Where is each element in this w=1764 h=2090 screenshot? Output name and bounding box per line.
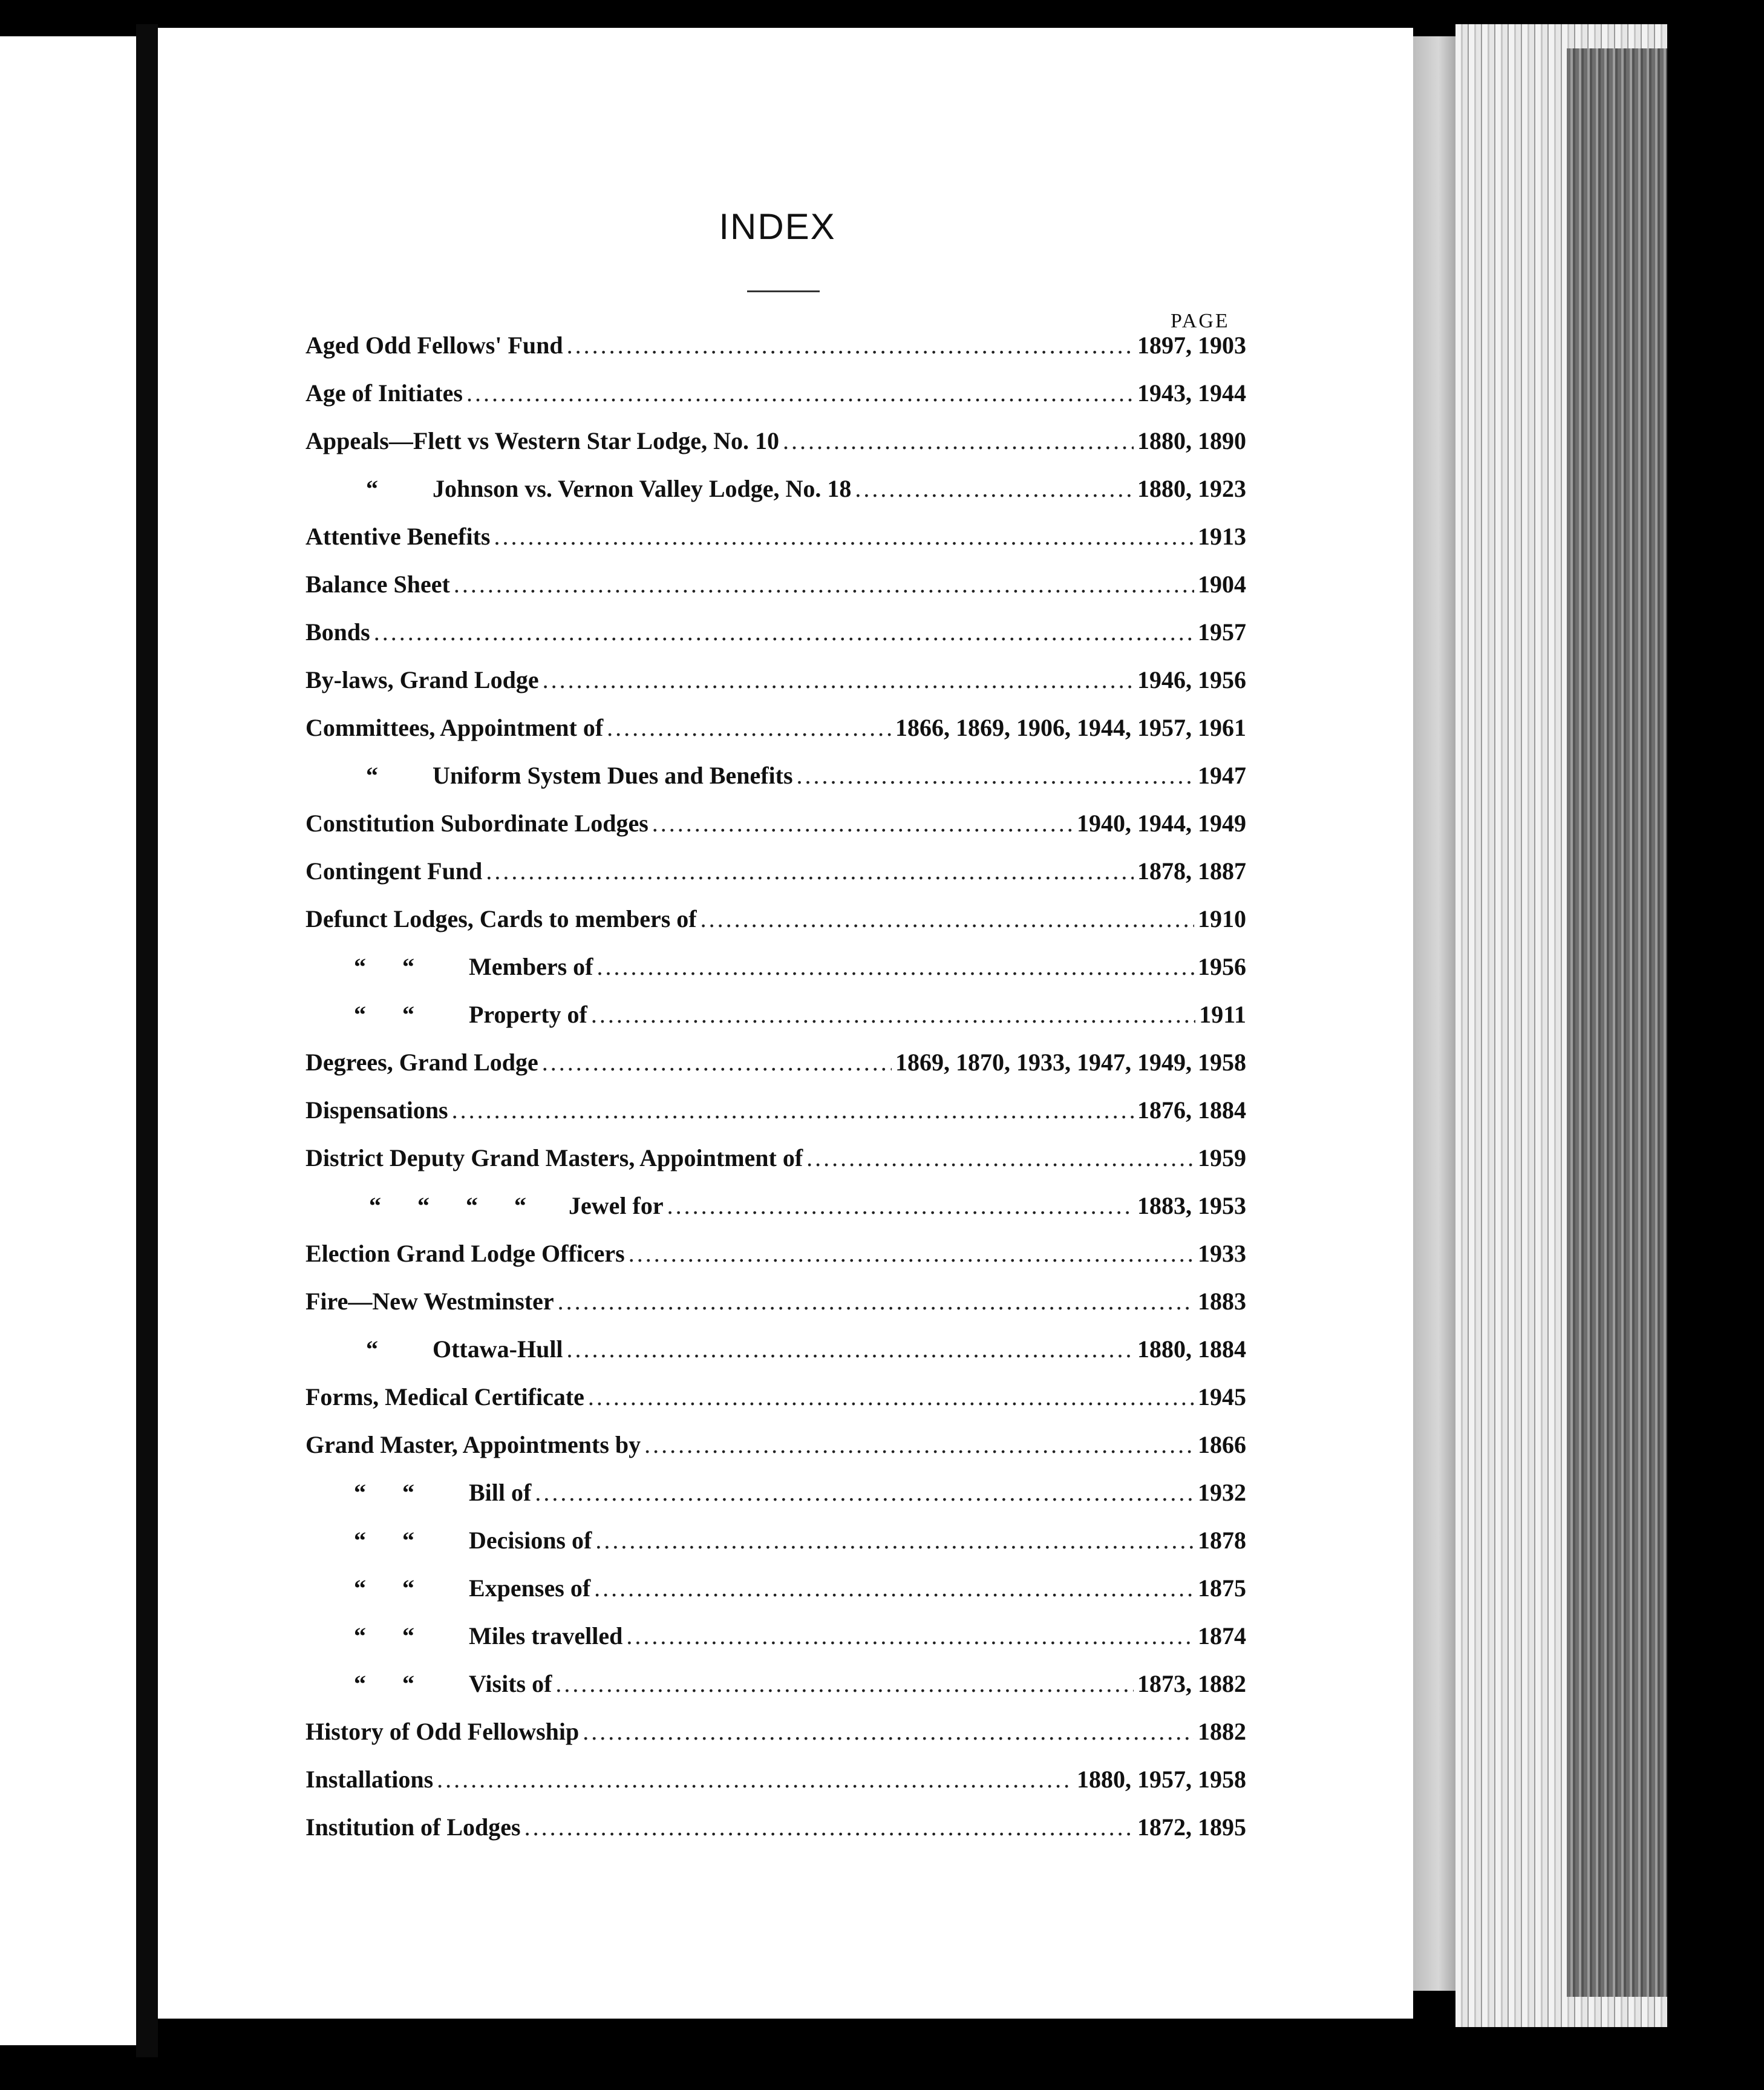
index-entry [305,1765,1246,1813]
ditto-marks: “ “ [354,1527,414,1554]
entry-label: Aged Odd Fellows' Fund [305,332,563,359]
ditto-marks: “ [366,762,378,789]
entry-pages: 1880, 1957, 1958 [1077,1766,1246,1793]
ditto-marks: “ “ [354,1622,414,1649]
ditto-marks: “ “ [354,953,414,980]
index-entry [305,379,1246,427]
entry-pages: 1878, 1887 [1137,857,1246,885]
dot-leader [588,1383,1194,1411]
entry-label: History of Odd Fellowship [305,1718,580,1745]
entry-label: Defunct Lodges, Cards to members of [305,905,697,932]
index-entry [305,1287,1246,1335]
dot-leader [626,1622,1194,1650]
index-entry [305,1335,1246,1383]
index-entry [305,1096,1246,1144]
index-entry [305,1574,1246,1622]
entry-pages: 1959 [1198,1144,1246,1171]
entry-label: Forms, Medical Certificate [305,1383,584,1410]
entry-label: Age of Initiates [305,379,463,407]
entry-pages: 1897, 1903 [1137,332,1246,359]
index-entry [305,1622,1246,1669]
entry-label: Constitution Subordinate Lodges [305,810,648,837]
index-entry [305,905,1246,952]
entry-pages: 1945 [1198,1383,1246,1410]
entry-label: Appeals—Flett vs Western Star Lodge, No. 10 [305,427,779,454]
page-column-header: PAGE [1171,310,1230,332]
index-entry [305,1430,1246,1478]
dot-leader [629,1239,1194,1268]
entry-label: Committees, Appointment of [305,714,604,741]
entry-pages: 1946, 1956 [1137,666,1246,693]
index-entry [305,1000,1246,1048]
entry-pages: 1874 [1198,1622,1246,1649]
dot-leader [797,761,1194,790]
dot-leader [855,474,1134,503]
entry-pages: 1880, 1923 [1137,475,1246,502]
entry-pages: 1947 [1198,762,1246,789]
book-gutter [136,24,158,2057]
dot-leader [652,809,1073,837]
entry-pages: 1869, 1870, 1933, 1947, 1949, 1958 [895,1049,1246,1076]
dot-leader [667,1191,1134,1220]
entry-label: Expenses of [469,1574,591,1602]
dot-leader [543,666,1134,694]
index-entry [305,618,1246,666]
entry-pages: 1933 [1198,1240,1246,1267]
entry-pages: 1943, 1944 [1137,379,1246,407]
index-entry [305,1383,1246,1430]
dot-leader [524,1813,1134,1841]
entry-label: Johnson vs. Vernon Valley Lodge, No. 18 [433,475,852,502]
entry-pages: 1866 [1198,1431,1246,1458]
index-entry [305,570,1246,618]
index-entry [305,474,1246,522]
entry-pages: 1913 [1198,523,1246,550]
entry-pages: 1873, 1882 [1137,1670,1246,1697]
ditto-marks: “ “ “ “ [369,1192,526,1219]
ditto-marks: “ “ [354,1670,414,1697]
dot-leader [374,618,1194,646]
entry-pages: 1932 [1198,1479,1246,1506]
title-rule [747,290,820,292]
entry-label: Bill of [469,1479,532,1506]
entry-pages: 1957 [1198,618,1246,646]
entry-pages: 1883, 1953 [1137,1192,1246,1219]
entry-label: Uniform System Dues and Benefits [433,762,793,789]
entry-label: Fire—New Westminster [305,1288,554,1315]
index-entry [305,761,1246,809]
entry-pages: 1911 [1199,1001,1246,1028]
ditto-marks: “ [366,475,378,502]
dot-leader [466,379,1134,407]
index-entry [305,1717,1246,1765]
index-entry [305,809,1246,857]
entry-label: By-laws, Grand Lodge [305,666,539,693]
entry-label: Election Grand Lodge Officers [305,1240,625,1267]
entry-label: Degrees, Grand Lodge [305,1049,538,1076]
dot-leader [596,952,1194,981]
dot-leader [452,1096,1134,1124]
ditto-marks: “ “ [354,1479,414,1506]
index-entry [305,666,1246,713]
entry-pages: 1875 [1198,1574,1246,1602]
dot-leader [494,522,1194,551]
entry-label: Ottawa-Hull [433,1335,563,1363]
entry-label: Visits of [469,1670,552,1697]
ditto-marks: “ “ [354,1001,414,1028]
entry-pages: 1904 [1198,571,1246,598]
entry-label: Members of [469,953,593,980]
dot-leader [437,1765,1073,1794]
entry-label: District Deputy Grand Masters, Appointment of [305,1144,803,1171]
entry-label: Property of [469,1001,587,1028]
facing-page [0,36,136,2045]
page-curl-shadow [1413,36,1455,1991]
index-entry [305,331,1246,379]
index-entries [305,331,1246,1861]
index-entry [305,427,1246,474]
entry-pages: 1883 [1198,1288,1246,1315]
ditto-marks: “ “ [354,1574,414,1602]
index-entry [305,713,1246,761]
dot-leader [806,1144,1194,1172]
index-entry [305,952,1246,1000]
index-entry [305,1526,1246,1574]
entry-pages: 1878 [1198,1527,1246,1554]
entry-label: Contingent Fund [305,857,483,885]
dot-leader [607,713,892,742]
entry-pages: 1956 [1198,953,1246,980]
entry-label: Balance Sheet [305,571,450,598]
dot-leader [644,1430,1194,1459]
entry-pages: 1882 [1198,1718,1246,1745]
index-entry [305,1478,1246,1526]
entry-label: Miles travelled [469,1622,623,1649]
book-page-edges-dark [1567,48,1667,1997]
ditto-marks: “ [366,1335,378,1363]
dot-leader [542,1048,892,1076]
entry-pages: 1910 [1198,905,1246,932]
index-entry [305,522,1246,570]
page-title: INDEX [719,206,836,247]
dot-leader [558,1287,1194,1315]
index-entry [305,1048,1246,1096]
entry-pages: 1880, 1884 [1137,1335,1246,1363]
entry-label: Jewel for [569,1192,664,1219]
dot-leader [555,1669,1134,1698]
dot-leader [535,1478,1194,1507]
dot-leader [486,857,1134,885]
entry-pages: 1876, 1884 [1137,1096,1246,1124]
dot-leader [567,331,1134,359]
entry-label: Dispensations [305,1096,448,1124]
index-entry [305,857,1246,905]
dot-leader [454,570,1194,598]
entry-label: Grand Master, Appointments by [305,1431,641,1458]
dot-leader [594,1574,1194,1602]
index-entry [305,1144,1246,1191]
entry-label: Attentive Benefits [305,523,491,550]
index-entry [305,1669,1246,1717]
entry-pages: 1940, 1944, 1949 [1077,810,1246,837]
dot-leader [591,1000,1195,1029]
dot-leader [701,905,1194,933]
entry-label: Bonds [305,618,370,646]
dot-leader [567,1335,1134,1363]
entry-label: Installations [305,1766,434,1793]
dot-leader [783,427,1134,455]
index-entry [305,1191,1246,1239]
entry-label: Institution of Lodges [305,1813,521,1841]
entry-pages: 1872, 1895 [1137,1813,1246,1841]
index-entry [305,1813,1246,1861]
dot-leader [583,1717,1194,1746]
entry-pages: 1866, 1869, 1906, 1944, 1957, 1961 [895,714,1246,741]
entry-label: Decisions of [469,1527,592,1554]
index-entry [305,1239,1246,1287]
dot-leader [595,1526,1194,1554]
entry-pages: 1880, 1890 [1137,427,1246,454]
